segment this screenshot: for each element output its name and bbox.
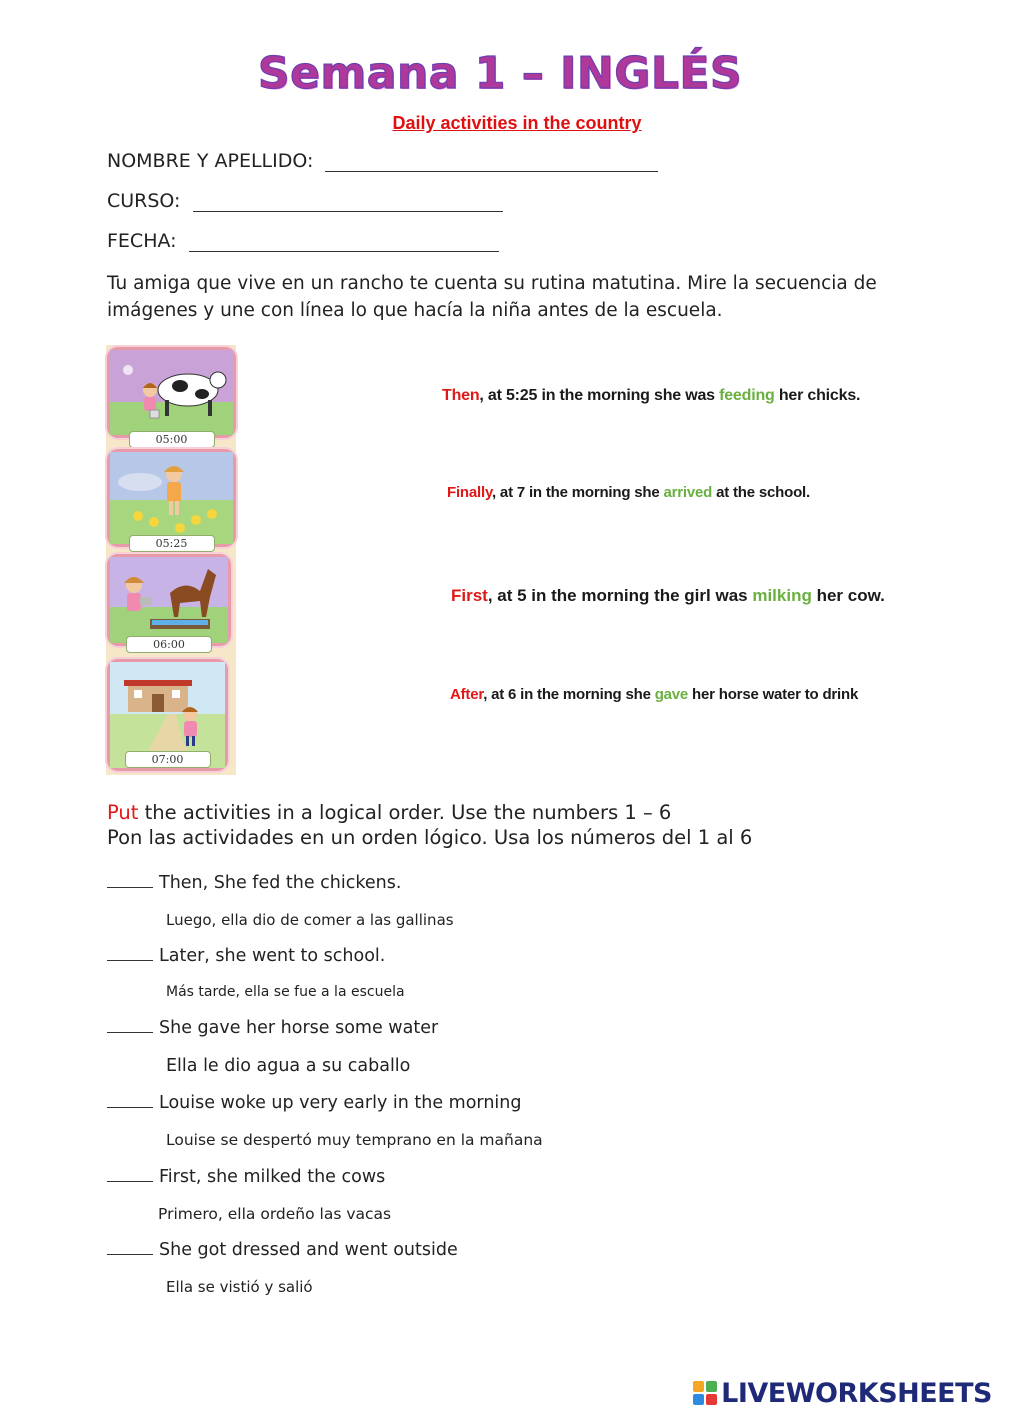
clock-label-4: 07:00 xyxy=(125,751,211,768)
order-item-1: Then, She fed the chickens. xyxy=(107,873,401,893)
order-item-6-translation: Ella se vistió y salió xyxy=(166,1278,313,1296)
order-blank-5[interactable] xyxy=(107,1167,153,1182)
order-item-3: She gave her horse some water xyxy=(107,1018,438,1038)
sentence-first-verb: milking xyxy=(752,586,812,605)
sentence-first[interactable]: First, at 5 in the morning the girl was milking her cow. xyxy=(451,586,885,605)
order-blank-4[interactable] xyxy=(107,1093,153,1108)
order-item-4: Louise woke up very early in the morning xyxy=(107,1093,521,1113)
picture-panel-1 xyxy=(110,350,233,446)
sentence-then[interactable]: Then, at 5:25 in the morning she was feeding her chicks. xyxy=(442,387,861,404)
sentence-after[interactable]: After, at 6 in the morning she gave her horse water to drink xyxy=(450,686,859,703)
sentence-then-verb: feeding xyxy=(719,387,775,404)
order-item-6: She got dressed and went outside xyxy=(107,1240,458,1260)
ordering-instructions: Put the activities in a logical order. Use the numbers 1 – 6 Pon las actividades en un orden lógico. Usa los números del 1 al 6 xyxy=(107,801,753,849)
page-title: Semana 1 – INGLÉS xyxy=(257,48,743,99)
order-item-5: First, she milked the cows xyxy=(107,1167,385,1187)
sentence-finally[interactable]: Finally, at 7 in the morning she arrived at the school. xyxy=(447,484,810,501)
girl-watering-horse-icon xyxy=(110,557,228,643)
course-label: CURSO: xyxy=(107,190,181,212)
order-item-2: Later, she went to school. xyxy=(107,946,385,966)
clock-label-3: 06:00 xyxy=(126,636,212,653)
put-word: Put xyxy=(107,801,139,824)
girl-feeding-chicks-icon xyxy=(110,452,233,544)
order-item-2-translation: Más tarde, ella se fue a la escuela xyxy=(166,984,405,1000)
liveworksheets-logo[interactable] xyxy=(693,1377,992,1409)
order-item-5-translation: Primero, ella ordeño las vacas xyxy=(158,1205,392,1223)
liveworksheets-logo-text: LIVEWORKSHEETS xyxy=(721,1377,992,1409)
liveworksheets-logo-icon xyxy=(693,1381,717,1405)
sentence-first-sequence-word: First xyxy=(451,586,488,605)
order-item-3-translation: Ella le dio agua a su caballo xyxy=(166,1056,411,1076)
name-label: NOMBRE Y APELLIDO: xyxy=(107,150,314,172)
order-blank-3[interactable] xyxy=(107,1018,153,1033)
ordering-instructions-spanish: Pon las actividades en un orden lógico. Usa los números del 1 al 6 xyxy=(107,826,753,849)
course-field xyxy=(107,190,503,212)
order-blank-2[interactable] xyxy=(107,946,153,961)
order-blank-6[interactable] xyxy=(107,1240,153,1255)
sentence-finally-verb: arrived xyxy=(663,484,713,501)
clock-label-1: 05:00 xyxy=(129,431,215,448)
order-item-1-translation: Luego, ella dio de comer a las gallinas xyxy=(166,911,454,929)
picture-panel-3 xyxy=(110,557,228,651)
sentence-after-verb: gave xyxy=(654,686,689,703)
sentence-finally-sequence-word: Finally xyxy=(447,484,492,501)
date-input-line[interactable] xyxy=(189,231,499,252)
name-input-line[interactable] xyxy=(325,151,658,172)
course-input-line[interactable] xyxy=(193,191,503,212)
picture-panel-2 xyxy=(110,452,233,550)
name-field xyxy=(107,150,658,172)
date-field xyxy=(107,230,499,252)
sentence-after-sequence-word: After xyxy=(450,686,484,703)
order-item-4-translation: Louise se despertó muy temprano en la mañana xyxy=(166,1131,543,1149)
page-subtitle: Daily activities in the country xyxy=(392,113,642,133)
clock-label-2: 05:25 xyxy=(129,535,215,552)
date-label: FECHA: xyxy=(107,230,177,252)
picture-panel-4 xyxy=(110,662,225,768)
girl-milking-cow-icon xyxy=(110,350,233,435)
order-blank-1[interactable] xyxy=(107,873,153,888)
instruction-text: Tu amiga que vive en un rancho te cuenta su rutina matutina. Mire la secuencia de imágenes y une con línea lo que hacía la niña antes de la escuela. xyxy=(107,273,877,321)
sentence-then-sequence-word: Then xyxy=(442,387,480,404)
